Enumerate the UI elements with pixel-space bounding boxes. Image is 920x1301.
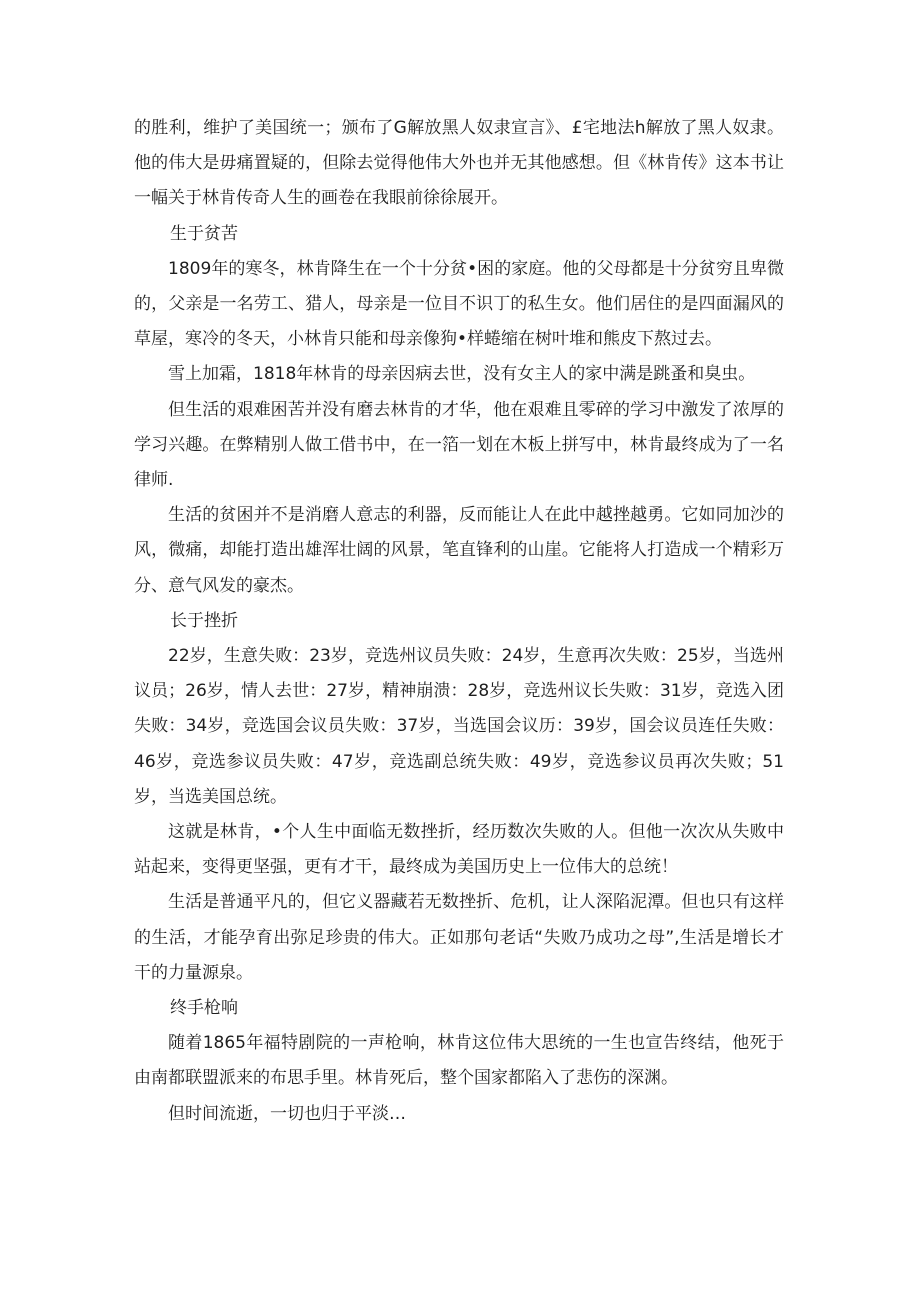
paragraph-ending: 但时间流逝，一切也归于平淡… [168, 1103, 406, 1124]
section-heading-poverty: 生于贫苦 [170, 223, 238, 244]
paragraph-setback-reflection: 生活是普通平凡的，但它义器藏若无数挫折、危机，让人深陷泥潭。但也只有这样的生活，才能孕育出弥足珍贵的伟大。正如那句老话“失败乃成功之母”,生活是增长才干的力量源泉。 [134, 892, 784, 983]
paragraph-study: 但生活的艰难困苦并没有磨去林肯的才华，他在艰难且零碎的学习中激发了浓厚的学习兴趣。在弊精别人做工借书中，在一箔一划在木板上拼写中，林肯最终成为了一名律师. [134, 399, 784, 491]
paragraph-failures-timeline: 22岁，生意失败：23岁，竞选州议员失败：24岁，生意再次失败：25岁，当选州议员；26岁，情人去世：27岁，精神崩溃：28岁，竞选州议长失败：31岁，竞选入团失败：34岁，竞选国会议员失败：37岁，当选国会议历：39岁，国会议员连任失败：46岁，竞选参议员失败：47岁，竞选副总统失败：49岁，竞选参议员再次失败；51岁，当选美国总统。 [134, 646, 784, 807]
paragraph-intro: 的胜利，维护了美国统一；颁布了G解放黑人奴隶宣言》、£宅地法h解放了黑人奴隶。他的伟大是毋痛置疑的，但除去觉得他伟大外也并无其他感想。但《林肯传》这本书让一幅关于林肯传奇人生的画卷在我眼前徐徐展开。 [134, 118, 784, 209]
section-heading-setbacks: 长于挫折 [170, 610, 238, 631]
paragraph-mother-death: 雪上加霜，1818年林肯的母亲因病去世，没有女主人的家中满是跳蚤和臭虫。 [168, 364, 756, 385]
paragraph-poverty-reflection: 生活的贫困并不是消磨人意志的利器，反而能让人在此中越挫越勇。它如同加沙的风，微痛，却能打造出雄浑壮阔的风景，笔直锋利的山崖。它能将人打造成一个精彩万分、意气风发的豪杰。 [134, 505, 784, 596]
document-body [134, 111, 784, 1132]
paragraph-lincoln-summary: 这就是林肯，•个人生中面临无数挫折，经历数次失败的人。但他一次次从失败中站起来，变得更坚强，更有才干，最终成为美国历史上一位伟大的总统！ [134, 822, 784, 878]
paragraph-assassination: 随着1865年福特剧院的一声枪响，林肯这位伟大思统的一生也宣告终结，他死于由南都联盟派来的布思手里。林肯死后，整个国家都陷入了悲伤的深渊。 [134, 1033, 784, 1089]
section-heading-gunshot: 终手枪响 [170, 998, 238, 1019]
paragraph-birth: 1809年的寒冬，林肯降生在一个十分贫•困的家庭。他的父母都是十分贫穷且卑微的，父亲是一名劳工、猎人，母亲是一位目不识丁的私生女。他们居住的是四面漏风的草屋，寒冷的冬天，小林肯只能和母亲像狗•样蜷缩在树叶堆和熊皮下熬过去。 [134, 258, 784, 350]
